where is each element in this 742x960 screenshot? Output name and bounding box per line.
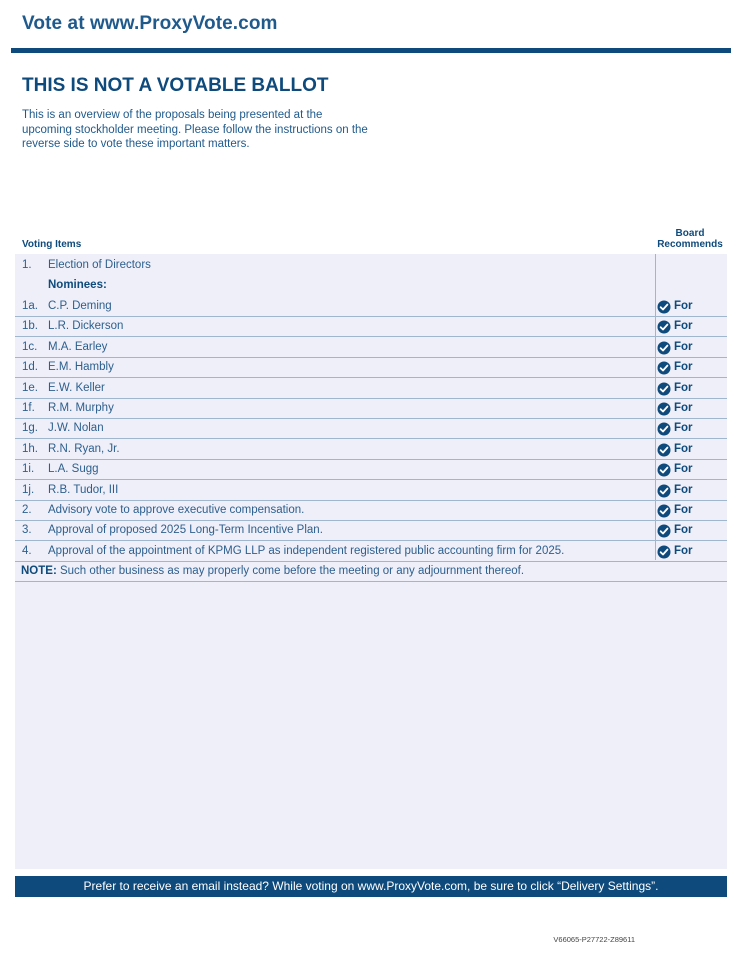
election-row	[15, 255, 727, 275]
item-number: 1i.	[22, 463, 35, 476]
item-number: 4.	[22, 544, 32, 557]
item-number: 1.	[22, 259, 32, 271]
item-number: 1d.	[22, 361, 38, 374]
item-text: Election of Directors	[48, 259, 151, 271]
voting-item-row	[15, 541, 727, 562]
item-text: J.W. Nolan	[48, 422, 104, 435]
item-number: 1a.	[22, 300, 38, 312]
nominees-row	[15, 275, 727, 295]
recommendation-label: For	[674, 381, 693, 394]
recommendation-label: For	[674, 504, 693, 516]
voting-item-row	[15, 337, 727, 358]
item-text: L.R. Dickerson	[48, 320, 124, 333]
item-number: 1h.	[22, 442, 38, 455]
item-number: 1e.	[22, 381, 38, 394]
recommendation-label: For	[674, 361, 693, 374]
recommendation-label: For	[674, 422, 693, 435]
item-text: E.W. Keller	[48, 381, 105, 394]
board-recommends-line1: Board	[675, 228, 705, 239]
checkmark-circle-icon	[657, 382, 671, 396]
checkmark-circle-icon	[657, 524, 671, 538]
voting-item-row	[15, 398, 727, 419]
note-body: Such other business as may properly come before the meeting or any adjournment thereof.	[56, 565, 525, 577]
item-text: R.N. Ryan, Jr.	[48, 442, 120, 455]
recommendation-label: For	[674, 544, 693, 557]
footer-banner: Prefer to receive an email instead? While voting on www.ProxyVote.com, be sure to click “Delivery Settings”.	[15, 876, 727, 897]
checkmark-circle-icon	[657, 484, 671, 498]
checkmark-circle-icon	[657, 341, 671, 355]
item-text: L.A. Sugg	[48, 463, 99, 476]
voting-item-row	[15, 418, 727, 439]
item-text: M.A. Earley	[48, 340, 108, 353]
checkmark-circle-icon	[657, 422, 671, 436]
voting-item-row	[15, 296, 727, 317]
voting-item-row	[15, 480, 727, 501]
recommendation-label: For	[674, 463, 693, 476]
note-row	[15, 561, 727, 582]
item-text: E.M. Hambly	[48, 361, 114, 374]
voting-item-row	[15, 316, 727, 337]
recommendation-label: For	[674, 300, 693, 312]
item-number: 2.	[22, 504, 32, 516]
item-number: 1b.	[22, 320, 38, 333]
item-text: C.P. Deming	[48, 300, 112, 312]
header-divider	[11, 48, 731, 53]
checkmark-circle-icon	[657, 545, 671, 559]
voting-item-row	[15, 520, 727, 541]
checkmark-circle-icon	[657, 463, 671, 477]
recommendation-label: For	[674, 483, 693, 496]
voting-items-header: Voting Items	[22, 239, 82, 250]
page-title: THIS IS NOT A VOTABLE BALLOT	[22, 75, 329, 96]
item-text: R.M. Murphy	[48, 402, 114, 414]
voting-item-row	[15, 500, 727, 521]
board-recommends-line2: Recommends	[657, 239, 723, 250]
board-recommends-header	[650, 228, 730, 250]
recommendation-label: For	[674, 442, 693, 455]
item-number: 1f.	[22, 402, 35, 414]
voting-item-row	[15, 378, 727, 399]
note-label: NOTE:	[21, 565, 57, 577]
checkmark-circle-icon	[657, 402, 671, 416]
voting-item-row	[15, 439, 727, 460]
item-number: 1g.	[22, 422, 38, 435]
item-number: 1c.	[22, 340, 38, 353]
checkmark-circle-icon	[657, 300, 671, 314]
nominees-label: Nominees:	[48, 279, 107, 291]
item-number: 1j.	[22, 483, 35, 496]
item-text: R.B. Tudor, III	[48, 483, 119, 496]
recommendation-label: For	[674, 340, 693, 353]
item-text: Advisory vote to approve executive compensation.	[48, 504, 305, 516]
note-text	[21, 565, 524, 577]
document-code: V66065-P27722-Z89611	[553, 935, 635, 944]
recommendation-label: For	[674, 402, 693, 414]
recommendation-label: For	[674, 320, 693, 333]
intro-paragraph: This is an overview of the proposals being presented at the upcoming stockholder meeting. Please follow the instructions on the reverse side to vote these important matters.	[22, 109, 368, 151]
proxyvote-header-title: Vote at www.ProxyVote.com	[22, 13, 278, 34]
voting-item-row	[15, 459, 727, 480]
item-number: 3.	[22, 524, 32, 537]
recommendation-label: For	[674, 524, 693, 537]
voting-item-row	[15, 357, 727, 378]
item-text: Approval of the appointment of KPMG LLP as independent registered public accounting firm for 2025.	[48, 544, 565, 557]
checkmark-circle-icon	[657, 361, 671, 375]
checkmark-circle-icon	[657, 443, 671, 457]
checkmark-circle-icon	[657, 504, 671, 518]
checkmark-circle-icon	[657, 320, 671, 334]
item-text: Approval of proposed 2025 Long-Term Incentive Plan.	[48, 524, 323, 537]
